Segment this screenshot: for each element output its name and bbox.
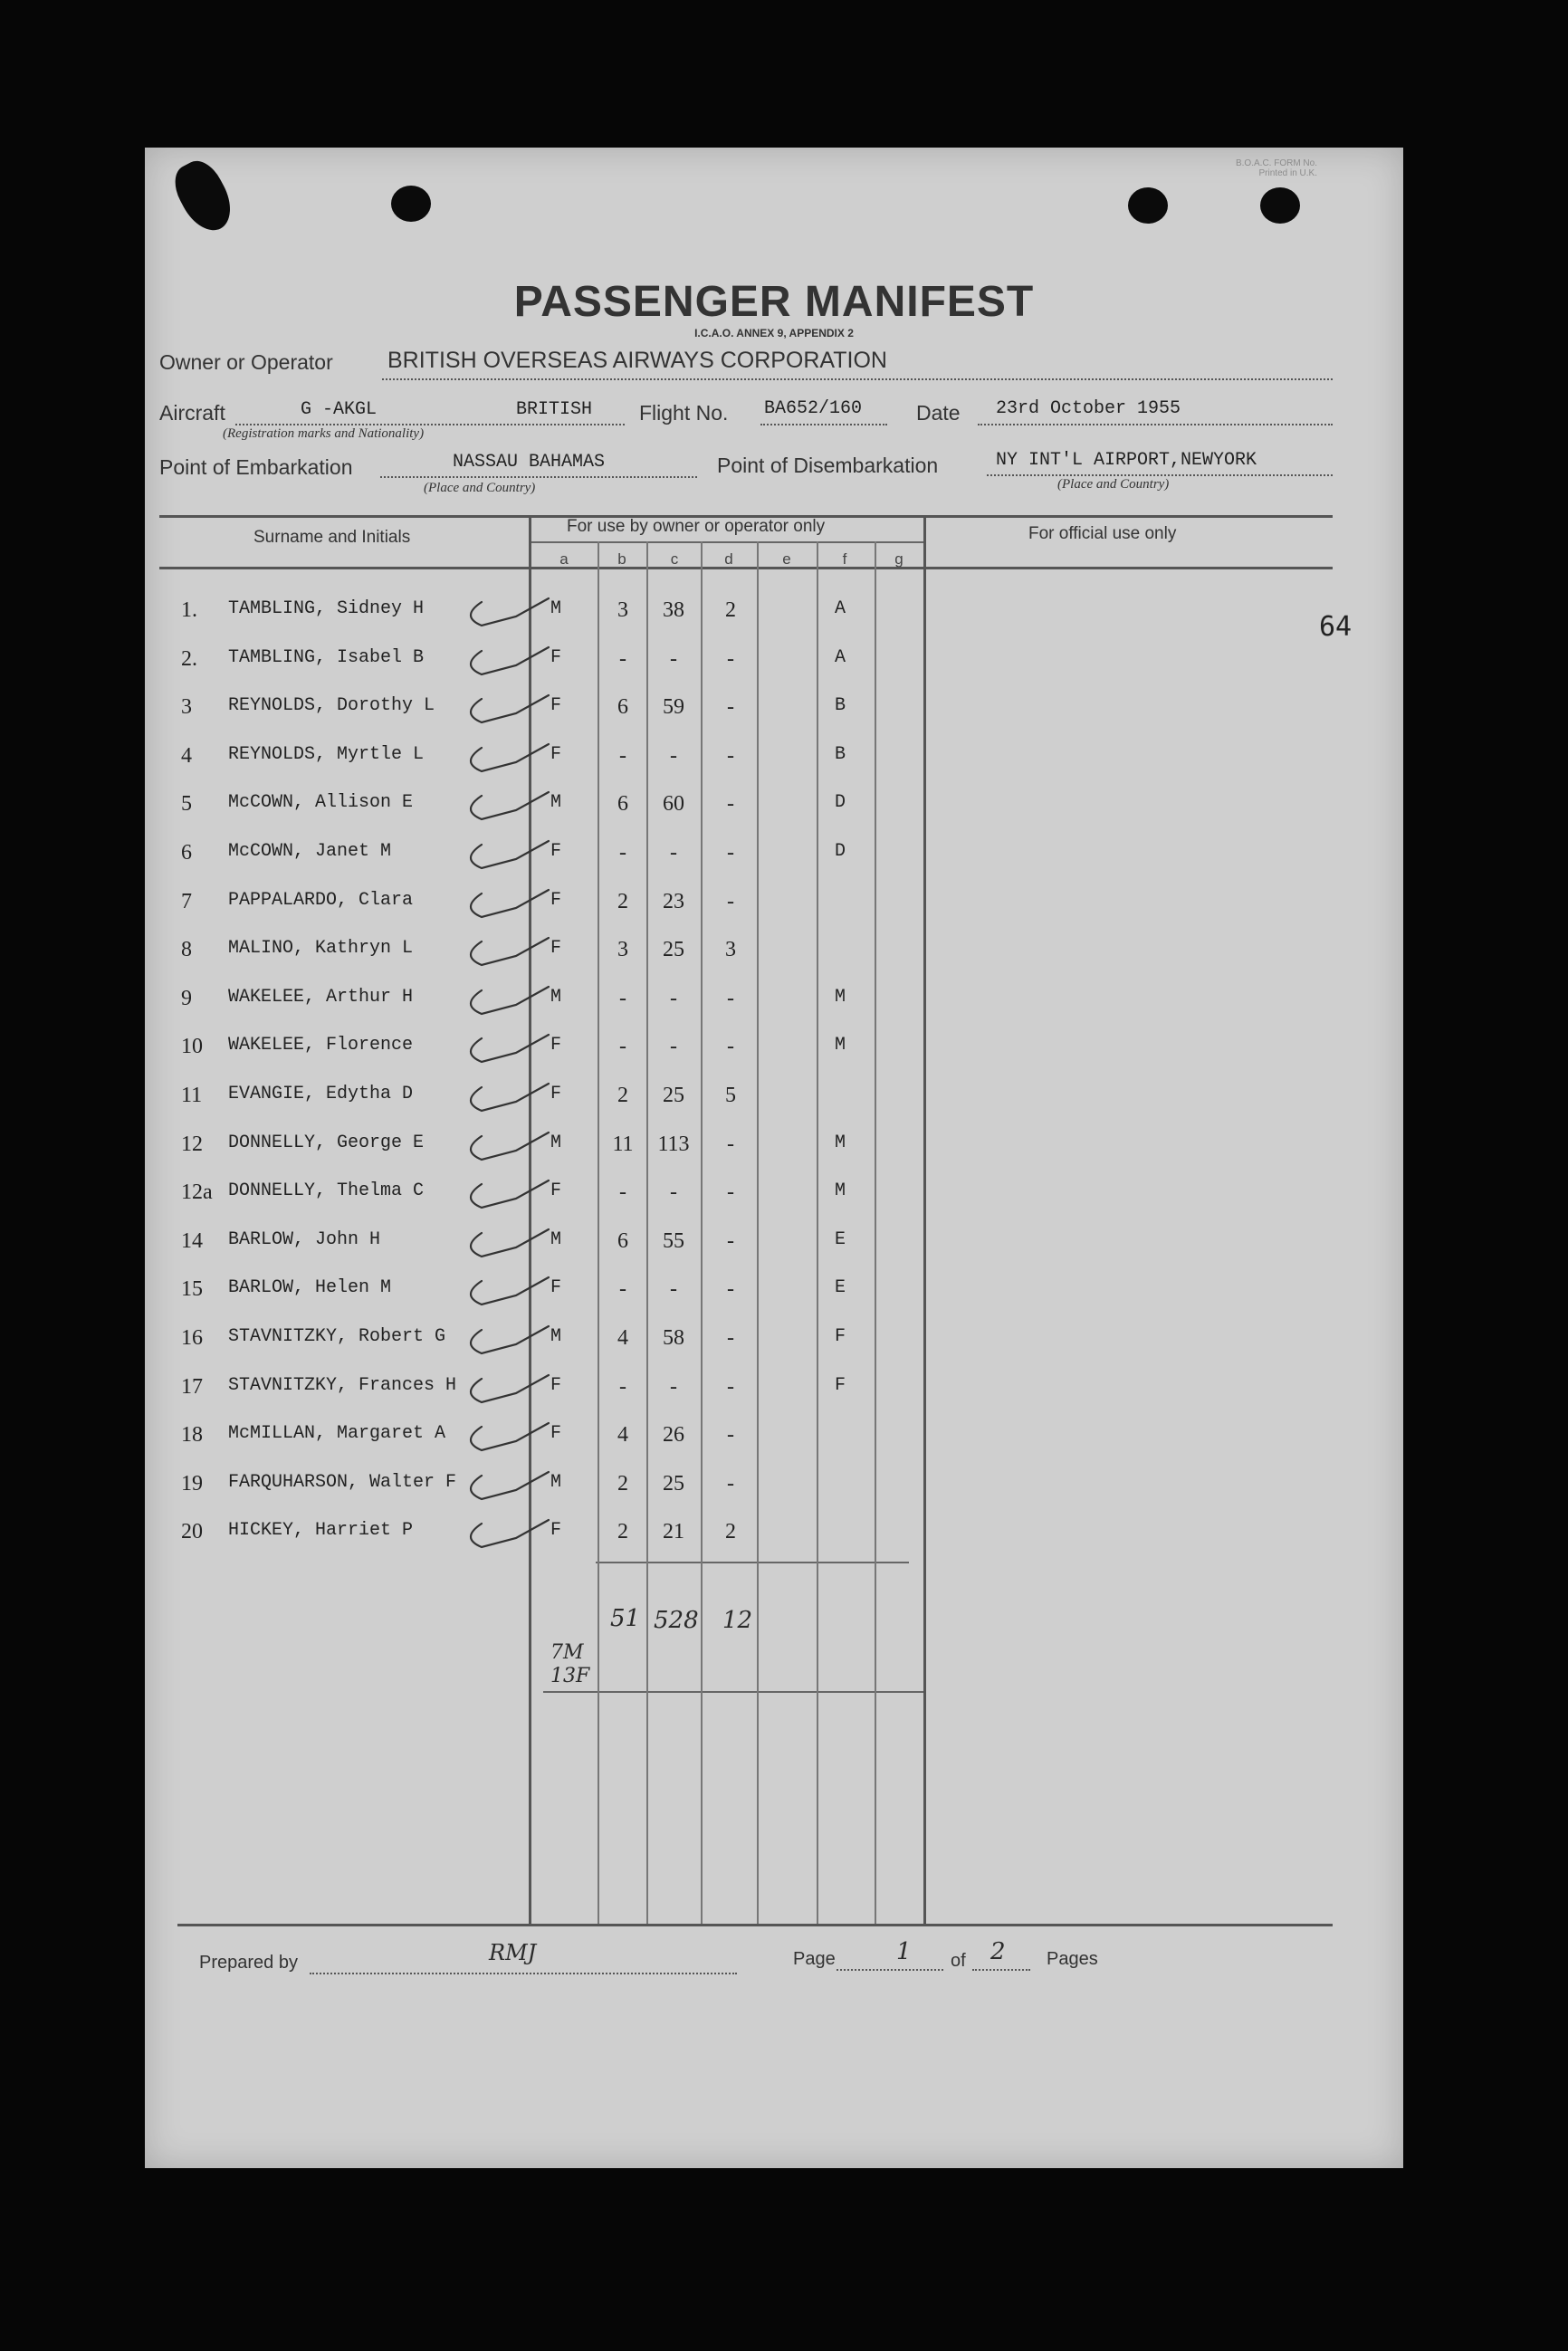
sex-cell: F	[550, 647, 561, 668]
passenger-name: DONNELLY, George E	[228, 1132, 425, 1153]
col-b-cell: -	[619, 744, 626, 768]
col-c-cell: -	[670, 987, 677, 1010]
col-f-cell: B	[834, 744, 846, 765]
col-f-cell: M	[834, 1180, 846, 1201]
document-subtitle: I.C.A.O. ANNEX 9, APPENDIX 2	[694, 327, 854, 339]
col-b-cell: 4	[617, 1423, 628, 1447]
col-c-cell: 38	[663, 598, 684, 622]
col-d-cell: -	[727, 987, 734, 1010]
row-number: 5	[181, 792, 192, 816]
total-b: 51	[610, 1605, 641, 1632]
col-d-cell: -	[727, 841, 734, 865]
check-mark	[471, 1035, 549, 1062]
col-b-cell: 6	[617, 695, 628, 719]
col-d-cell: 2	[725, 598, 736, 622]
sex-cell: F	[550, 1277, 561, 1298]
col-f-cell: B	[834, 695, 846, 716]
col-d-cell: 3	[725, 938, 736, 961]
row-number: 1.	[181, 598, 197, 622]
check-mark	[471, 1132, 549, 1160]
col-b-cell: 4	[617, 1326, 628, 1350]
check-mark	[471, 1520, 549, 1547]
row-number: 12a	[181, 1180, 213, 1204]
row-number: 19	[181, 1472, 203, 1496]
total-a-female: 13F	[550, 1665, 590, 1687]
passenger-name: EVANGIE, Edytha D	[228, 1084, 414, 1104]
col-b-cell: -	[619, 1180, 626, 1204]
col-header-f: f	[842, 550, 847, 568]
col-header-c: c	[670, 550, 679, 568]
sex-cell: F	[550, 938, 561, 959]
official-column-header: For official use only	[1028, 524, 1177, 543]
sex-cell: M	[550, 792, 561, 813]
col-d-cell: -	[727, 1229, 734, 1253]
of-dotline	[972, 1969, 1030, 1971]
col-header-e: e	[782, 550, 791, 568]
row-number: 8	[181, 938, 192, 961]
pages-label: Pages	[1047, 1949, 1098, 1969]
passenger-name: TAMBLING, Isabel B	[228, 647, 425, 668]
check-mark	[471, 744, 549, 771]
col-c-cell: 55	[663, 1229, 684, 1253]
sex-cell: M	[550, 987, 561, 1008]
total-a-male: 7M	[550, 1641, 584, 1664]
col-f-cell: M	[834, 1035, 846, 1056]
disembarkation-note: (Place and Country)	[1057, 477, 1170, 492]
col-d-cell: 2	[725, 1520, 736, 1543]
flight-label: Flight No.	[639, 401, 729, 425]
passenger-name: HICKEY, Harriet P	[228, 1520, 414, 1541]
passenger-name: WAKELEE, Florence	[228, 1035, 414, 1056]
name-column-header: Surname and Initials	[253, 528, 411, 547]
check-mark	[471, 1375, 549, 1402]
col-d-cell: -	[727, 647, 734, 671]
passenger-name: BARLOW, Helen M	[228, 1277, 392, 1298]
col-header-d: d	[724, 550, 733, 568]
col-c-cell: -	[670, 1035, 677, 1058]
check-mark	[471, 1084, 549, 1111]
col-b-cell: -	[619, 1375, 626, 1399]
owner-value: BRITISH OVERSEAS AIRWAYS CORPORATION	[387, 348, 887, 373]
col-c-cell: 59	[663, 695, 684, 719]
check-mark	[471, 987, 549, 1014]
passenger-name: FARQUHARSON, Walter F	[228, 1472, 457, 1493]
passenger-name: STAVNITZKY, Frances H	[228, 1375, 457, 1396]
check-mark	[471, 890, 549, 917]
page-value: 1	[896, 1938, 912, 1965]
check-marks	[145, 148, 1403, 2168]
check-mark	[471, 647, 549, 674]
col-b-cell: 2	[617, 1472, 628, 1496]
col-header-b: b	[617, 550, 626, 568]
corner-stamp: B.O.A.C. FORM No. Printed in U.K.	[1235, 158, 1317, 178]
col-d-cell: 5	[725, 1084, 736, 1107]
col-d-cell: -	[727, 1035, 734, 1058]
col-f-cell: M	[834, 1132, 846, 1153]
col-f-cell: A	[834, 598, 846, 619]
check-mark	[471, 1180, 549, 1208]
page-label: Page	[793, 1949, 836, 1969]
handwritten-page-number: 64	[1319, 611, 1353, 643]
aircraft-registration: G -AKGL	[301, 399, 378, 420]
col-b-cell: 2	[617, 1084, 628, 1107]
col-b-cell: -	[619, 647, 626, 671]
col-b-cell: -	[619, 1035, 626, 1058]
row-number: 9	[181, 987, 192, 1010]
row-number: 7	[181, 890, 192, 913]
col-c-cell: 26	[663, 1423, 684, 1447]
sex-cell: F	[550, 1520, 561, 1541]
col-header-g: g	[894, 550, 904, 568]
col-b-cell: -	[619, 841, 626, 865]
row-number: 15	[181, 1277, 203, 1301]
document-title: PASSENGER MANIFEST	[513, 278, 1035, 326]
total-d: 12	[722, 1607, 753, 1634]
disembarkation-label: Point of Disembarkation	[717, 454, 939, 477]
col-d-cell: -	[727, 1472, 734, 1496]
passenger-name: TAMBLING, Sidney H	[228, 598, 425, 619]
sex-cell: F	[550, 1035, 561, 1056]
col-c-cell: -	[670, 1180, 677, 1204]
check-mark	[471, 938, 549, 965]
sex-cell: F	[550, 1084, 561, 1104]
passenger-name: McCOWN, Allison E	[228, 792, 414, 813]
col-c-cell: 58	[663, 1326, 684, 1350]
owner-label: Owner or Operator	[159, 350, 333, 374]
col-header-a: a	[559, 550, 569, 568]
flight-value: BA652/160	[764, 398, 863, 419]
row-number: 17	[181, 1375, 203, 1399]
row-number: 11	[181, 1084, 203, 1107]
col-d-cell: -	[727, 744, 734, 768]
row-number: 14	[181, 1229, 203, 1253]
col-c-cell: 60	[663, 792, 684, 816]
col-c-cell: -	[670, 647, 677, 671]
prepared-by-value: RMJ	[489, 1940, 537, 1965]
col-d-cell: -	[727, 1375, 734, 1399]
sex-cell: M	[550, 1132, 561, 1153]
sex-cell: M	[550, 1326, 561, 1347]
col-d-cell: -	[727, 695, 734, 719]
row-number: 3	[181, 695, 192, 719]
passenger-name: MALINO, Kathryn L	[228, 938, 414, 959]
check-mark	[471, 1326, 549, 1353]
col-b-cell: 3	[617, 938, 628, 961]
col-f-cell: F	[834, 1326, 846, 1347]
of-value: 2	[990, 1938, 1006, 1965]
col-b-cell: 2	[617, 890, 628, 913]
aircraft-label: Aircraft	[159, 401, 225, 425]
embarkation-label: Point of Embarkation	[159, 455, 353, 479]
row-number: 10	[181, 1035, 203, 1058]
passenger-name: McMILLAN, Margaret A	[228, 1423, 446, 1444]
row-number: 6	[181, 841, 192, 865]
col-d-cell: -	[727, 1180, 734, 1204]
col-c-cell: 25	[663, 1472, 684, 1496]
col-d-cell: -	[727, 792, 734, 816]
check-mark	[471, 1472, 549, 1499]
col-f-cell: E	[834, 1277, 846, 1298]
col-f-cell: M	[834, 987, 846, 1008]
check-mark	[471, 1277, 549, 1305]
passenger-name: BARLOW, John H	[228, 1229, 381, 1250]
check-mark	[471, 841, 549, 868]
embarkation-value: NASSAU BAHAMAS	[453, 452, 606, 473]
sex-cell: F	[550, 841, 561, 862]
sex-cell: F	[550, 1180, 561, 1201]
operator-column-header: For use by owner or operator only	[567, 517, 826, 536]
passenger-name: STAVNITZKY, Robert G	[228, 1326, 446, 1347]
col-c-cell: -	[670, 841, 677, 865]
sex-cell: M	[550, 598, 561, 619]
row-number: 4	[181, 744, 192, 768]
prepared-by-label: Prepared by	[199, 1953, 298, 1973]
sex-cell: M	[550, 1472, 561, 1493]
col-c-cell: 21	[663, 1520, 684, 1543]
col-c-cell: -	[670, 1375, 677, 1399]
row-number: 20	[181, 1520, 203, 1543]
col-f-cell: D	[834, 841, 846, 862]
row-number: 12	[181, 1132, 203, 1156]
col-c-cell: -	[670, 1277, 677, 1301]
col-c-cell: 23	[663, 890, 684, 913]
passenger-name: DONNELLY, Thelma C	[228, 1180, 425, 1201]
col-c-cell: 25	[663, 938, 684, 961]
check-mark	[471, 598, 549, 626]
manifest-page	[145, 148, 1403, 2168]
passenger-name: REYNOLDS, Myrtle L	[228, 744, 425, 765]
col-d-cell: -	[727, 1277, 734, 1301]
disembarkation-value: NY INT'L AIRPORT,NEWYORK	[996, 450, 1257, 471]
col-d-cell: -	[727, 1132, 734, 1156]
col-b-cell: -	[619, 987, 626, 1010]
col-b-cell: 11	[612, 1132, 634, 1156]
col-d-cell: -	[727, 1423, 734, 1447]
passenger-name: WAKELEE, Arthur H	[228, 987, 414, 1008]
passenger-name: McCOWN, Janet M	[228, 841, 392, 862]
passenger-name: PAPPALARDO, Clara	[228, 890, 414, 911]
passenger-name: REYNOLDS, Dorothy L	[228, 695, 435, 716]
date-value: 23rd October 1955	[996, 398, 1181, 419]
embarkation-note: (Place and Country)	[424, 481, 536, 495]
sex-cell: F	[550, 890, 561, 911]
col-b-cell: 3	[617, 598, 628, 622]
of-label: of	[951, 1951, 966, 1971]
registration-note: (Registration marks and Nationality)	[223, 426, 425, 441]
check-mark	[471, 1229, 549, 1257]
sex-cell: M	[550, 1229, 561, 1250]
sex-cell: F	[550, 744, 561, 765]
col-d-cell: -	[727, 1326, 734, 1350]
check-mark	[471, 1423, 549, 1450]
col-b-cell: 6	[617, 1229, 628, 1253]
col-c-cell: 113	[657, 1132, 690, 1156]
col-b-cell: 2	[617, 1520, 628, 1543]
sex-cell: F	[550, 1375, 561, 1396]
col-f-cell: D	[834, 792, 846, 813]
col-f-cell: E	[834, 1229, 846, 1250]
col-c-cell: -	[670, 744, 677, 768]
col-b-cell: -	[619, 1277, 626, 1301]
row-number: 2.	[181, 647, 197, 671]
col-f-cell: F	[834, 1375, 846, 1396]
col-d-cell: -	[727, 890, 734, 913]
total-c: 528	[654, 1607, 699, 1634]
row-number: 16	[181, 1326, 203, 1350]
check-mark	[471, 695, 549, 722]
prepared-by-dotline	[310, 1973, 737, 1974]
date-label: Date	[916, 401, 961, 425]
col-b-cell: 6	[617, 792, 628, 816]
page-dotline	[837, 1969, 943, 1971]
col-c-cell: 25	[663, 1084, 684, 1107]
sex-cell: F	[550, 1423, 561, 1444]
col-f-cell: A	[834, 647, 846, 668]
aircraft-nationality: BRITISH	[516, 399, 593, 420]
sex-cell: F	[550, 695, 561, 716]
check-mark	[471, 792, 549, 819]
row-number: 18	[181, 1423, 203, 1447]
